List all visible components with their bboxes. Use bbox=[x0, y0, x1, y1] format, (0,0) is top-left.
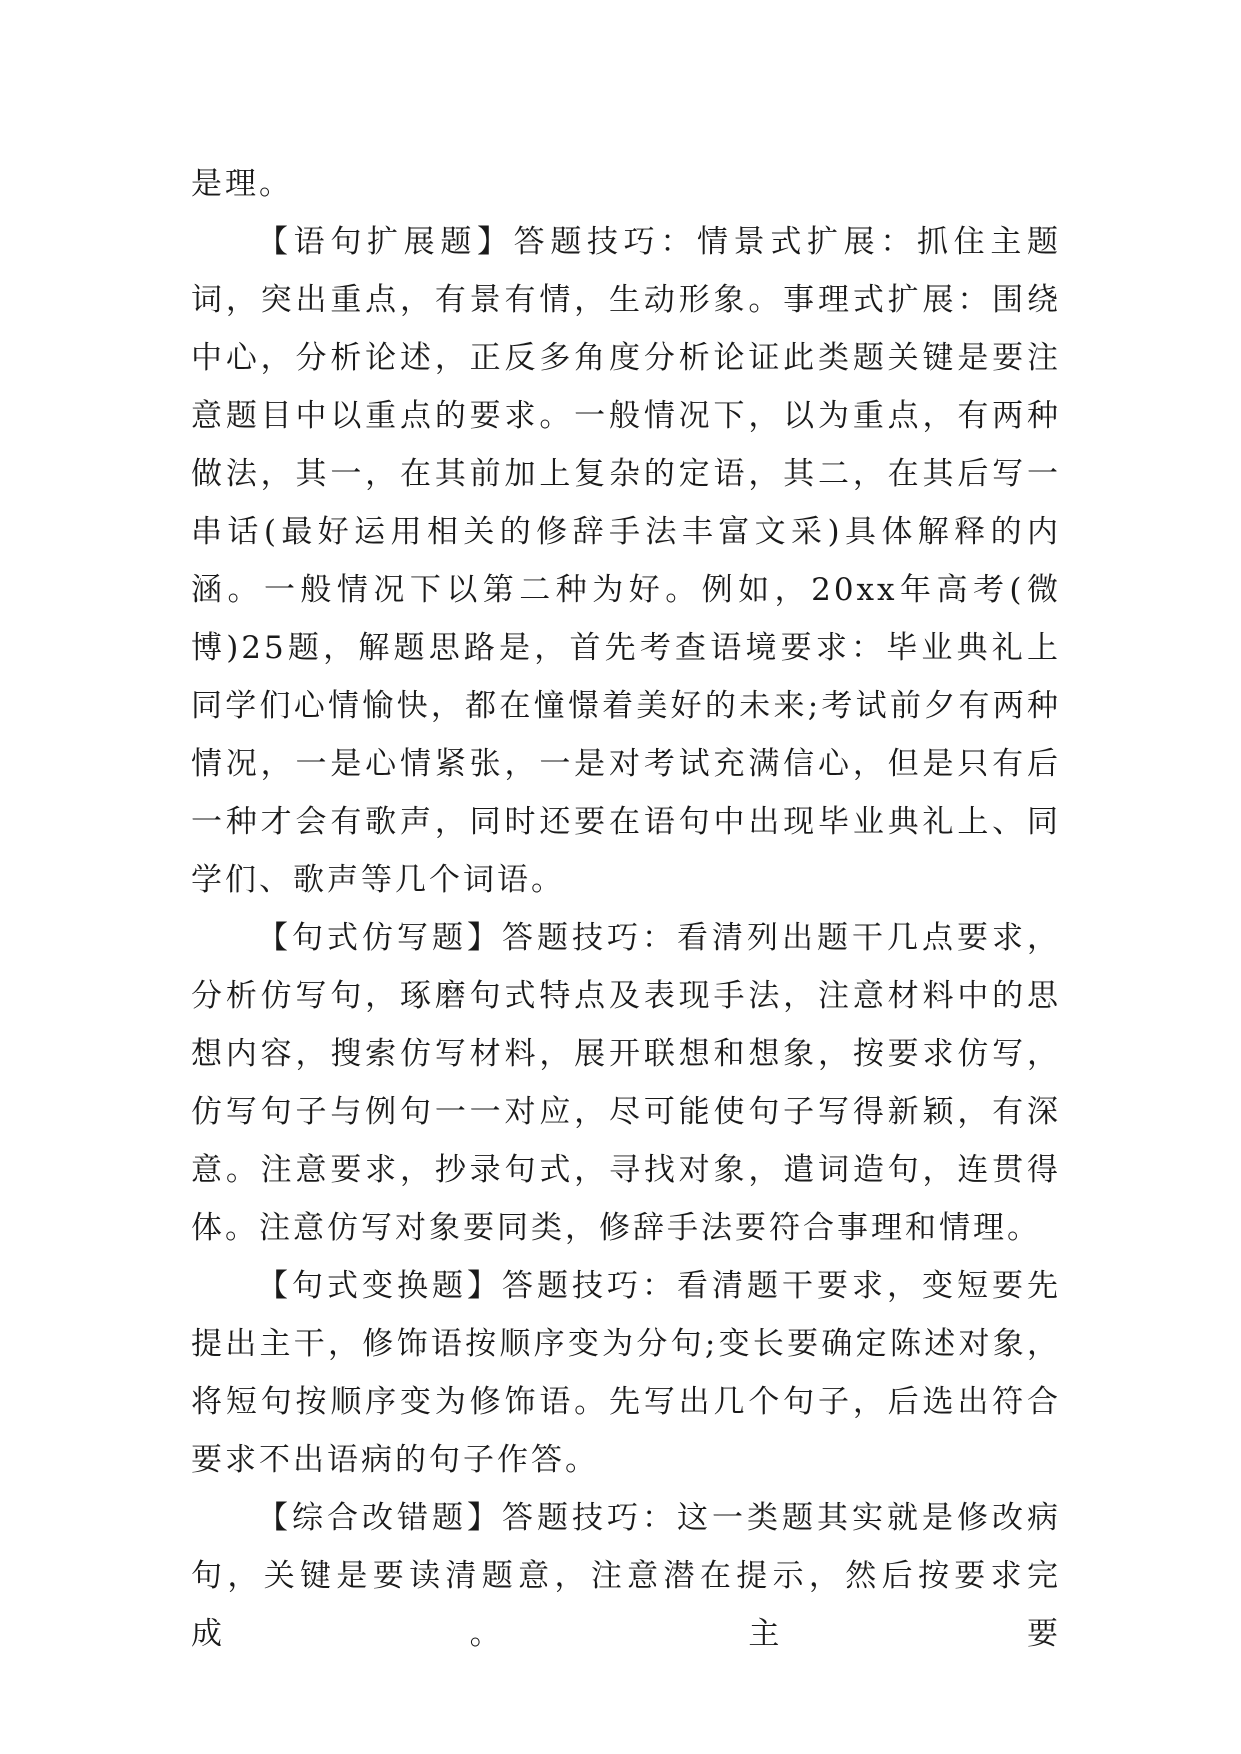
paragraph-comprehensive-correction: 【综合改错题】答题技巧：这一类题其实就是修改病句，关键是要读清题意，注意潜在提示，然后按要求完成。主要 bbox=[191, 1500, 1061, 1652]
paragraph-sentence-imitation: 【句式仿写题】答题技巧：看清列出题干几点要求，分析仿写句，琢磨句式特点及表现手法，注意材料中的思想内容，搜索仿写材料，展开联想和想象，按要求仿写，仿写句子与例句一一对应，尽可能使句子写得新颖，有深意。注意要求，抄录句式，寻找对象，遣词造句，连贯得体。注意仿写对象要同类，修辞手法要符合事理和情理。 bbox=[191, 920, 1061, 1246]
paragraph-sentence-expansion: 【语句扩展题】答题技巧：情景式扩展：抓住主题词，突出重点，有景有情，生动形象。事理式扩展：围绕中心，分析论述，正反多角度分析论证此类题关键是要注意题目中以重点的要求。一般情况下，以为重点，有两种做法，其一，在其前加上复杂的定语，其二，在其后写一串话(最好运用相关的修辞手法丰富文采)具体解释的内涵。一般情况下以第二种为好。例如，20xx年高考(微博)25题，解题思路是，首先考查语境要求：毕业典礼上同学们心情愉快，都在憧憬着美好的未来;考试前夕有两种情况，一是心情紧张，一是对考试充满信心，但是只有后一种才会有歌声，同时还要在语句中出现毕业典礼上、同学们、歌声等几个词语。 bbox=[191, 224, 1061, 898]
paragraph-continuation: 是理。 bbox=[191, 166, 293, 202]
paragraph-sentence-transformation: 【句式变换题】答题技巧：看清题干要求，变短要先提出主干，修饰语按顺序变为分句;变长要确定陈述对象，将短句按顺序变为修饰语。先写出几个句子，后选出符合要求不出语病的句子作答。 bbox=[191, 1268, 1061, 1478]
document-body bbox=[191, 155, 1061, 1663]
